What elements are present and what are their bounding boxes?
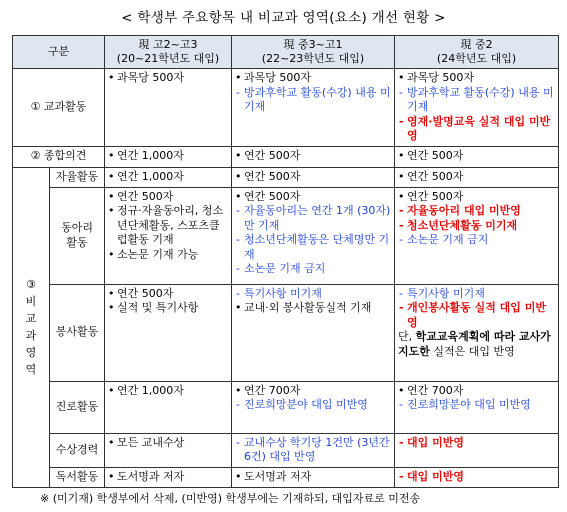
table-row-subject <box>13 69 559 147</box>
header-col1 <box>105 36 232 69</box>
cell-subject-c2 <box>232 69 395 147</box>
header-col3 <box>395 36 559 69</box>
cell-career-c2 <box>232 381 395 433</box>
comparison-table <box>12 35 559 488</box>
list-item: - 소논문 기재 금지 <box>398 233 555 248</box>
cell-volunteer-c2 <box>232 284 395 381</box>
list-item: - 자율동아리는 연간 1개 (30자)만 기재 <box>235 204 391 233</box>
extracurricular-char: 교 <box>25 312 37 325</box>
list-item: - 방과후학교 활동(수강) 내용 미기재 <box>398 86 555 115</box>
list-item: - 교내수상 학기당 1건만 (3년간 6건) 대입 반영 <box>235 436 391 465</box>
list-item: • 도서명과 저자 <box>108 470 228 485</box>
cell-self-c2 <box>232 167 395 187</box>
row-label-opinion: ② 종합의견 <box>13 146 105 167</box>
table-row-career <box>13 381 559 433</box>
list-item: - 진로희망분야 대입 미반영 <box>235 398 391 413</box>
table-header-row <box>13 36 559 69</box>
footnote: ※ (미기재) 학생부에서 삭제, (미반영) 학생부에는 기재하되, 대입자료로 미전송 <box>40 492 421 505</box>
list-item: - 대입 미반영 <box>398 470 555 485</box>
list-item: - 특기사항 미기재 <box>235 287 391 302</box>
header-col2 <box>232 36 395 69</box>
volunteer-note-prefix: 단, <box>398 330 416 343</box>
extracurricular-number: ③ <box>26 278 36 291</box>
list-item: - 청소년단체활동 미기재 <box>398 219 555 234</box>
header-col2-line1: 現 중3~고1 <box>283 37 343 51</box>
list-item: • 과목당 500자 <box>235 71 391 86</box>
table-row-self <box>13 167 559 187</box>
cell-self-c1 <box>105 167 232 187</box>
header-col1-line1: 現 고2~고3 <box>138 37 198 51</box>
row-label-club <box>50 187 105 284</box>
list-item: • 연간 700자 <box>235 384 391 399</box>
page-title: < 학생부 주요항목 내 비교과 영역(요소) 개선 현황 > <box>121 10 446 26</box>
cell-club-c1 <box>105 187 232 284</box>
table-row-opinion <box>13 146 559 167</box>
club-label-line1: 동아리 <box>61 221 93 234</box>
cell-career-c1 <box>105 381 232 433</box>
row-label-volunteer: 봉사활동 <box>50 284 105 381</box>
extracurricular-char: 비 <box>25 295 37 308</box>
cell-subject-c3 <box>395 69 559 147</box>
list-item: - 자율동아리 대입 미반영 <box>398 204 555 219</box>
list-item: - 청소년단체활동은 단체명만 기재 <box>235 233 391 262</box>
row-label-awards: 수상경력 <box>50 433 105 467</box>
club-label-line2: 활동 <box>66 235 88 249</box>
list-item: - 대입 미반영 <box>398 436 555 451</box>
header-col1-line2: (20~21학년도 대입) <box>116 52 220 65</box>
list-item: - 소논문 기재 금지 <box>235 262 391 277</box>
list-item: • 과목당 500자 <box>108 71 228 86</box>
list-item: • 교내·외 봉사활동실적 기재 <box>235 301 391 316</box>
extracurricular-char: 영 <box>25 346 37 359</box>
list-item: - 개인봉사활동 실적 대입 미반영 <box>398 301 555 330</box>
volunteer-note-suffix: 실적은 대입 반영 <box>429 344 515 358</box>
list-item: • 정규·자율동아리, 청소년단체활동, 스포츠클럽활동 기재 <box>108 204 228 248</box>
list-item: - 방과후학교 활동(수강) 내용 미기재 <box>235 86 391 115</box>
cell-reading-c2 <box>232 467 395 487</box>
list-item: • 연간 1,000자 <box>108 149 228 164</box>
cell-opinion-c1 <box>105 146 232 167</box>
cell-self-c3 <box>395 167 559 187</box>
list-item: • 연간 500자 <box>235 190 391 205</box>
row-label-self: 자율활동 <box>50 167 105 187</box>
list-item: • 연간 500자 <box>398 190 555 205</box>
table-row-awards <box>13 433 559 467</box>
row-label-reading: 독서활동 <box>50 467 105 487</box>
header-col3-line2: (24학년도 대입) <box>436 52 517 65</box>
cell-awards-c3 <box>395 433 559 467</box>
list-item: - 진로희망분야 대입 미반영 <box>398 398 555 413</box>
list-item: • 과목당 500자 <box>398 71 555 86</box>
cell-club-c3 <box>395 187 559 284</box>
row-label-extracurricular <box>13 167 50 487</box>
cell-reading-c3 <box>395 467 559 487</box>
table-row-club <box>13 187 559 284</box>
list-item: • 연간 500자 <box>398 170 555 185</box>
list-item: • 모든 교내수상 <box>108 436 228 451</box>
extracurricular-char: 과 <box>25 329 37 342</box>
cell-opinion-c3 <box>395 146 559 167</box>
cell-reading-c1 <box>105 467 232 487</box>
header-col3-line1: 現 중2 <box>460 37 493 51</box>
volunteer-note <box>398 330 555 359</box>
cell-awards-c2 <box>232 433 395 467</box>
list-item: • 연간 500자 <box>108 190 228 205</box>
cell-career-c3 <box>395 381 559 433</box>
cell-volunteer-c1 <box>105 284 232 381</box>
cell-opinion-c2 <box>232 146 395 167</box>
list-item: • 소논문 기재 가능 <box>108 248 228 263</box>
cell-volunteer-c3 <box>395 284 559 381</box>
list-item: • 연간 700자 <box>398 384 555 399</box>
list-item: • 연간 500자 <box>398 149 555 164</box>
list-item: - 영재·발명교육 실적 대입 미반영 <box>398 115 555 144</box>
row-label-career: 진로활동 <box>50 381 105 433</box>
volunteer-note-emphasis: 학교교육계획에 따라 교사가 지도한 <box>398 330 551 358</box>
list-item: • 연간 1,000자 <box>108 170 228 185</box>
list-item: • 연간 1,000자 <box>108 384 228 399</box>
cell-club-c2 <box>232 187 395 284</box>
cell-subject-c1 <box>105 69 232 147</box>
list-item: - 특기사항 미기재 <box>398 287 555 302</box>
header-category: 구분 <box>13 36 105 69</box>
list-item: • 연간 500자 <box>235 170 391 185</box>
table-row-reading <box>13 467 559 487</box>
list-item: • 연간 500자 <box>235 149 391 164</box>
row-label-subject: ① 교과활동 <box>13 69 105 147</box>
header-col2-line2: (22~23학년도 대입) <box>261 52 365 65</box>
extracurricular-char: 역 <box>25 363 37 376</box>
list-item: • 도서명과 저자 <box>235 470 391 485</box>
table-row-volunteer <box>13 284 559 381</box>
cell-awards-c1 <box>105 433 232 467</box>
list-item: • 연간 500자 <box>108 287 228 302</box>
list-item: • 실적 및 특기사항 <box>108 301 228 316</box>
